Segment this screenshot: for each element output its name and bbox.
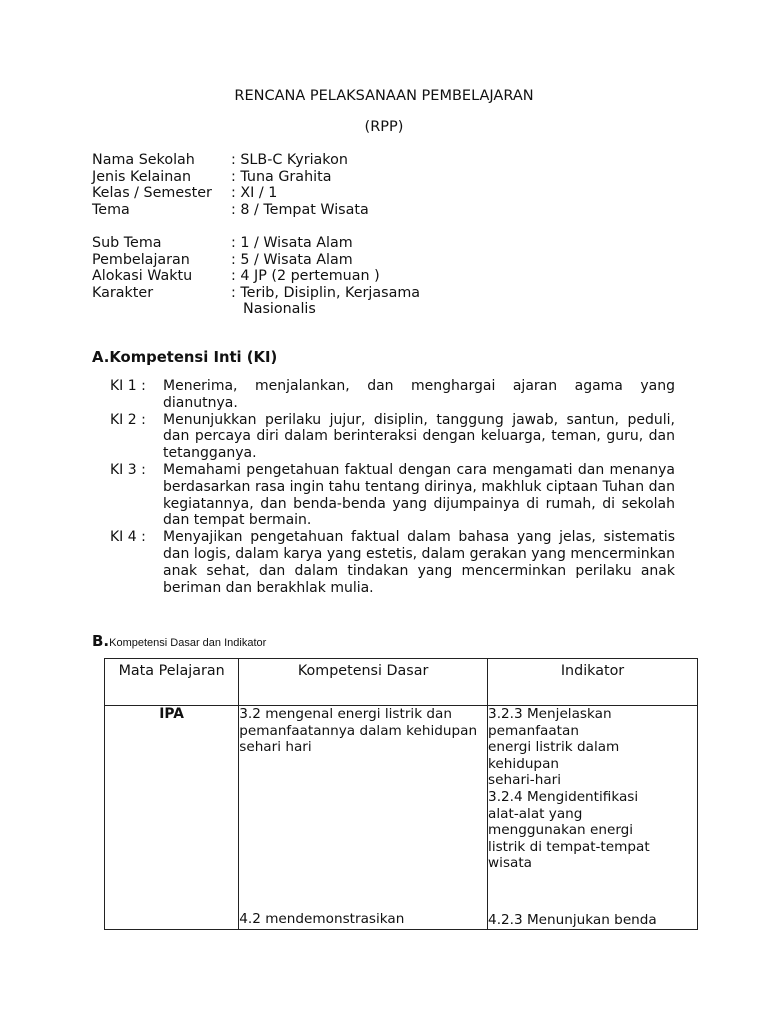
identity-row: [92, 202, 369, 219]
indikator-line: energi listrik dalam: [488, 739, 620, 756]
identity-label: Jenis Kelainan: [92, 168, 192, 185]
identity-value: : SLB-C Kyriakon: [231, 152, 348, 168]
ki-label: KI 1 :: [110, 378, 146, 394]
identity-row: [92, 152, 369, 169]
ki-label: KI 4 :: [110, 529, 146, 546]
identity-value: : Terib, Disiplin, Kerjasama: [231, 284, 421, 301]
ki-item: [110, 462, 675, 529]
indikator-line: sehari-hari: [488, 772, 562, 789]
ki-item: [110, 529, 675, 596]
indikator-cell: [488, 706, 698, 930]
section-a-heading: A.Kompetensi Inti (KI): [92, 349, 278, 366]
identity-row: [92, 252, 420, 269]
ki-item: [110, 412, 675, 462]
ki-label: KI 3 :: [110, 461, 146, 478]
section-b-text: Kompetensi Dasar dan Indikator: [109, 637, 267, 649]
table-header-row: [105, 659, 698, 706]
identity-label: Nama Sekolah: [92, 152, 195, 168]
identity-label: Pembelajaran: [92, 251, 190, 268]
identity-value: : Tuna Grahita: [231, 168, 332, 185]
identity-row: [92, 169, 369, 186]
header-indikator: Indikator: [488, 659, 698, 706]
identity-label: Kelas / Semester: [92, 185, 212, 202]
indikator-line: wisata: [488, 855, 533, 872]
indikator-line: 3.2.4 Mengidentifikasi: [488, 788, 639, 805]
indikator-line: listrik di tempat-tempat: [488, 838, 650, 855]
kd-text: 3.2 mengenal energi listrik dan pemanfaatannya dalam kehidupan sehari hari: [239, 706, 478, 756]
identity-value: : 4 JP (2 pertemuan ): [231, 268, 380, 285]
ki-label: KI 2 :: [110, 411, 146, 428]
indikator-line: 4.2.3 Menunjukan benda: [488, 911, 657, 928]
kd-text: 4.2 mendemonstrasikan: [239, 910, 405, 927]
identity-label: Sub Tema: [92, 235, 162, 251]
header-kompetensi-dasar: Kompetensi Dasar: [239, 659, 488, 706]
indikator-line: 3.2.3 Menjelaskan: [488, 706, 612, 722]
table-row: [105, 706, 698, 930]
indikator-line: pemanfaatan: [488, 722, 579, 739]
kd-indikator-table: [104, 658, 698, 930]
indikator-line: menggunakan energi: [488, 822, 634, 839]
subject-cell: IPA: [105, 706, 239, 930]
identity-row: [92, 268, 420, 285]
identity-value: : XI / 1: [231, 185, 278, 202]
identity-label: Tema: [92, 201, 130, 218]
section-b-letter: B.: [92, 632, 110, 650]
ki-text: Menunjukkan perilaku jujur, disiplin, tanggung jawab, santun, peduli, dan percaya diri dalam berinteraksi dengan keluarga, teman, guru, dan tetangganya.: [163, 411, 675, 462]
identity-label: Karakter: [92, 284, 154, 301]
ki-text: Memahami pengetahuan faktual dengan cara mengamati dan menanya berdasarkan rasa ingin tahu tentang dirinya, makhluk ciptaan Tuhan dan kegiatannya, dan benda-benda yang dijumpainya di rumah, di sekolah dan tempat bermain.: [163, 461, 675, 529]
karakter-continuation: Nasionalis: [243, 301, 316, 318]
indikator-line: kehidupan: [488, 755, 560, 772]
identity-block-b: [92, 235, 420, 318]
document-title: RENCANA PELAKSANAAN PEMBELAJARAN: [234, 88, 534, 104]
identity-row: [92, 235, 420, 252]
identity-label: Alokasi Waktu: [92, 268, 193, 285]
header-mata-pelajaran: Mata Pelajaran: [105, 659, 239, 706]
ki-text: Menerima, menjalankan, dan menghargai ajaran agama yang dianutnya.: [163, 378, 675, 411]
identity-value: : 5 / Wisata Alam: [231, 251, 353, 268]
document-subtitle: (RPP): [364, 119, 404, 135]
identity-value: : 1 / Wisata Alam: [231, 235, 353, 251]
identity-row: [92, 285, 420, 302]
identity-value: : 8 / Tempat Wisata: [231, 201, 369, 218]
ki-text: Menyajikan pengetahuan faktual dalam bahasa yang jelas, sistematis dan logis, dalam karya yang estetis, dalam gerakan yang mencerminkan anak sehat, dan dalam tindakan yang mencerminkan perilaku anak beriman dan berakhlak mulia.: [163, 529, 675, 596]
indikator-line: alat-alat yang: [488, 805, 583, 822]
ki-list: [110, 378, 675, 596]
kd-cell: [239, 706, 488, 930]
identity-block-a: [92, 152, 369, 218]
section-b-heading: [92, 631, 266, 650]
identity-row: [92, 185, 369, 202]
ki-item: [110, 378, 675, 412]
